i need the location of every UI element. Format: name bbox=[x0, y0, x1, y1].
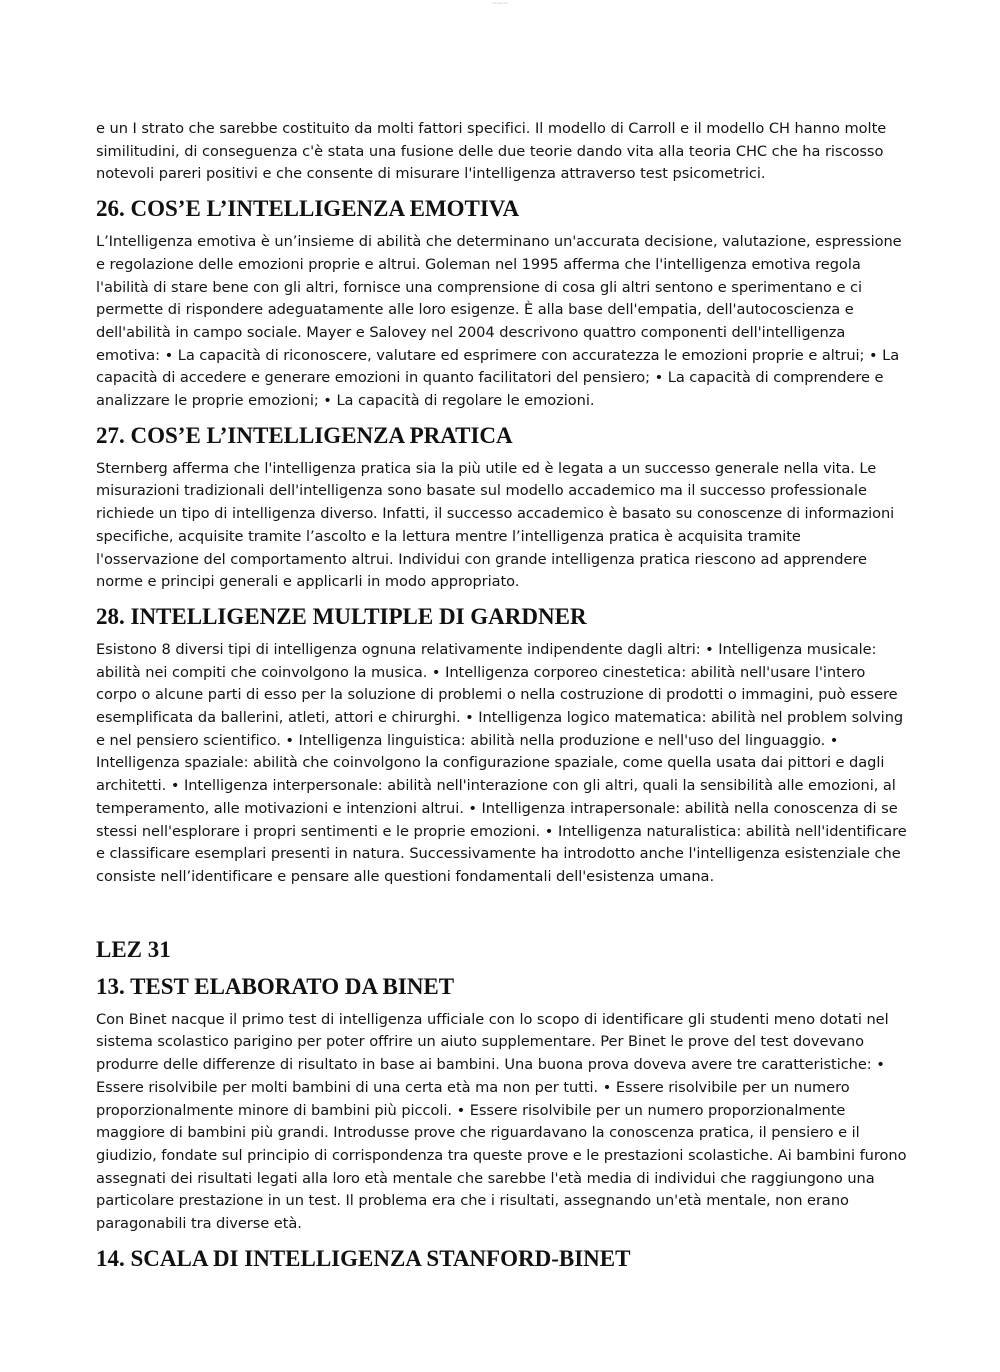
header-mark: ma ma ma bbox=[491, 1, 509, 5]
lesson-heading: LEZ 31 bbox=[96, 936, 171, 962]
section-14-heading: 14. SCALA DI INTELLIGENZA STANFORD-BINET bbox=[96, 1245, 631, 1271]
section-13-heading: 13. TEST ELABORATO DA BINET bbox=[96, 973, 455, 999]
section-27-paragraph: Sternberg afferma che l'intelligenza pratica sia la più utile ed è legata a un successo generale nella vita. Le misurazioni tradizionali dell'intelligenza sono basate sul modello accademico ma il successo professionale richiede un tipo di intelligenza diverso. Infatti, il successo accademico è basato su conoscenze di informazioni specifiche, acquisite tramite l’ascolto e la lettura mentre l’intelligenza pratica è acquisita tramite l'osservazione del comportamento altrui. Individui con grande intelligenza pratica riescono ad apprendere norme e principi generali e applicarli in modo appropriato. bbox=[96, 459, 895, 591]
section-13-paragraph: Con Binet nacque il primo test di intelligenza ufficiale con lo scopo di identificare gli studenti meno dotati nel sistema scolastico parigino per poter offrire un aiuto supplementare. Per Binet le prove del test dovevano produrre delle differenze di risultato in base ai bambini. Una buona prova doveva avere tre caratteristiche: • Essere risolvibile per molti bambini di una certa età ma non per tutti. • Essere risolvibile per un numero proporzionalmente minore di bambini più piccoli. • Essere risolvibile per un numero proporzionalmente maggiore di bambini più grandi. Introdusse prove che riguardavano la conoscenza pratica, il pensiero e il giudizio, fondate sul principio di corrispondenza tra queste prove e le prestazioni scolastiche. Ai bambini furono assegnati dei risultati legati alla loro età mentale che sarebbe l'età media di individui che raggiungono una particolare prestazione in un test. Il problema era che i risultati, assegnando un'età mentale, non erano paragonabili tra diverse età. bbox=[96, 1010, 907, 1233]
page-content bbox=[96, 118, 908, 1281]
section-26-paragraph: L’Intelligenza emotiva è un’insieme di abilità che determinano un'accurata decisione, valutazione, espressione e regolazione delle emozioni proprie e altrui. Goleman nel 1995 afferma che l'intelligenza emotiva regola l'abilità di stare bene con gli altri, fornisce una comprensione di cosa gli altri sentono e sperimentano e ci permette di rispondere adeguatamente alle loro esigenze. È alla base dell'empatia, dell'autocoscienza e dell'abilità in campo sociale. Mayer e Salovey nel 2004 descrivono quattro componenti dell'intelligenza emotiva: • La capacità di riconoscere, valutare ed esprimere con accuratezza le emozioni proprie e altrui; • La capacità di accedere e generare emozioni in quanto facilitatori del pensiero; • La capacità di comprendere e analizzare le proprie emozioni; • La capacità di regolare le emozioni. bbox=[96, 233, 902, 410]
section-28-paragraph: Esistono 8 diversi tipi di intelligenza ognuna relativamente indipendente dagli altri: • Intelligenza musicale: abilità nei compiti che coinvolgono la musica. • Intelligenza corporeo cinestetica: abilità nell'usare l'intero corpo o alcune parti di esso per la soluzione di problemi o nella costruzione di prodotti o immagini, può essere esemplificata da ballerini, atleti, attori e chirurghi. • Intelligenza logico matematica: abilità nel problem solving e nel pensiero scientifico. • Intelligenza linguistica: abilità nella produzione e nell'uso del linguaggio. • Intelligenza spaziale: abilità che coinvolgono la configurazione spaziale, come quella usata dai pittori e dagli architetti. • Intelligenza interpersonale: abilità nell'interazione con gli altri, quali la sensibilità alle emozioni, al temperamento, alle motivazioni e intenzioni altrui. • Intelligenza intrapersonale: abilità nella conoscenza di se stessi nell'esplorare i propri sentimenti e le proprie emozioni. • Intelligenza naturalistica: abilità nell'identificare e classificare esemplari presenti in natura. Successivamente ha introdotto anche l'intelligenza esistenziale che consiste nell’identificare e pensare alle questioni fondamentali dell'esistenza umana. bbox=[96, 640, 907, 885]
section-27-heading: 27. COS’E L’INTELLIGENZA PRATICA bbox=[96, 422, 513, 448]
section-26-heading: 26. COS’E L’INTELLIGENZA EMOTIVA bbox=[96, 196, 520, 222]
intro-paragraph: e un I strato che sarebbe costituito da molti fattori specifici. Il modello di Carroll e il modello CH hanno molte similitudini, di conseguenza c'è stata una fusione delle due teorie dando vita alla teoria CHC che ha riscosso notevoli pareri positivi e che consente di misurare l'intelligenza attraverso test psicometrici. bbox=[96, 120, 887, 183]
section-28-heading: 28. INTELLIGENZE MULTIPLE DI GARDNER bbox=[96, 603, 587, 629]
